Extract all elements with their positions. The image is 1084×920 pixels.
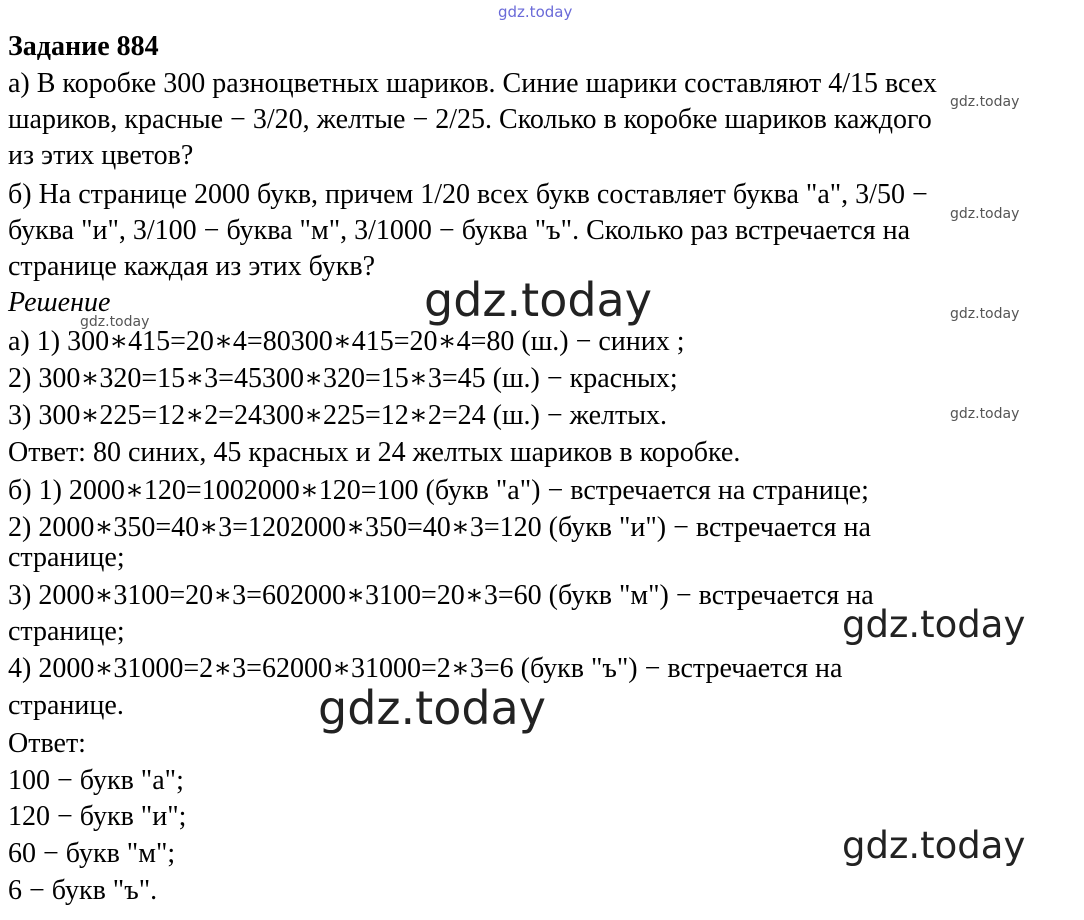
solution-line: 4) 2000∗31000=2∗3=62000∗31000=2∗3=6 (букв "ъ") − встречается на <box>8 653 843 684</box>
watermark: gdz.today <box>80 314 150 330</box>
solution-line: 100 − букв "а"; <box>8 765 184 796</box>
watermark: gdz.today <box>842 824 1026 867</box>
solution-line: 6 − букв "ъ". <box>8 875 158 906</box>
task-title: Задание 884 <box>8 31 159 62</box>
watermark: gdz.today <box>842 603 1026 646</box>
solution-line: странице; <box>8 616 125 647</box>
solution-line: 60 − букв "м"; <box>8 838 176 869</box>
solution-line: Ответ: <box>8 728 86 759</box>
watermark: gdz.today <box>318 681 546 735</box>
task-line: буква "и", 3/100 − буква "м", 3/1000 − буква "ъ". Сколько раз встречается на <box>8 215 911 246</box>
solution-heading: Решение <box>8 287 111 318</box>
solution-line: 3) 2000∗3100=20∗3=602000∗3100=20∗3=60 (букв "м") − встречается на <box>8 580 874 611</box>
solution-line: 2) 2000∗350=40∗3=1202000∗350=40∗3=120 (букв "и") − встречается на <box>8 512 871 543</box>
watermark: gdz.today <box>498 3 573 21</box>
watermark: gdz.today <box>950 94 1020 110</box>
task-line: странице каждая из этих букв? <box>8 251 376 282</box>
solution-line: а) 1) 300∗415=20∗4=80300∗415=20∗4=80 (ш.) − синих ; <box>8 326 685 357</box>
watermark: gdz.today <box>950 406 1020 422</box>
solution-line: 3) 300∗225=12∗2=24300∗225=12∗2=24 (ш.) − желтых. <box>8 400 668 431</box>
watermark: gdz.today <box>424 273 652 327</box>
task-line: а) В коробке 300 разноцветных шариков. Синие шарики составляют 4/15 всех <box>8 68 937 99</box>
watermark: gdz.today <box>950 206 1020 222</box>
solution-line: странице. <box>8 690 124 721</box>
watermark: gdz.today <box>950 306 1020 322</box>
solution-line: б) 1) 2000∗120=1002000∗120=100 (букв "а") − встречается на странице; <box>8 475 869 506</box>
task-line: из этих цветов? <box>8 140 194 171</box>
task-line: б) На странице 2000 букв, причем 1/20 всех букв составляет буква "а", 3/50 − <box>8 179 928 210</box>
task-line: шариков, красные − 3/20, желтые − 2/25. Сколько в коробке шариков каждого <box>8 104 932 135</box>
solution-line: 120 − букв "и"; <box>8 801 187 832</box>
solution-line: 2) 300∗320=15∗3=45300∗320=15∗3=45 (ш.) − красных; <box>8 363 678 394</box>
solution-line: Ответ: 80 синих, 45 красных и 24 желтых шариков в коробке. <box>8 437 741 468</box>
solution-line: странице; <box>8 542 125 573</box>
